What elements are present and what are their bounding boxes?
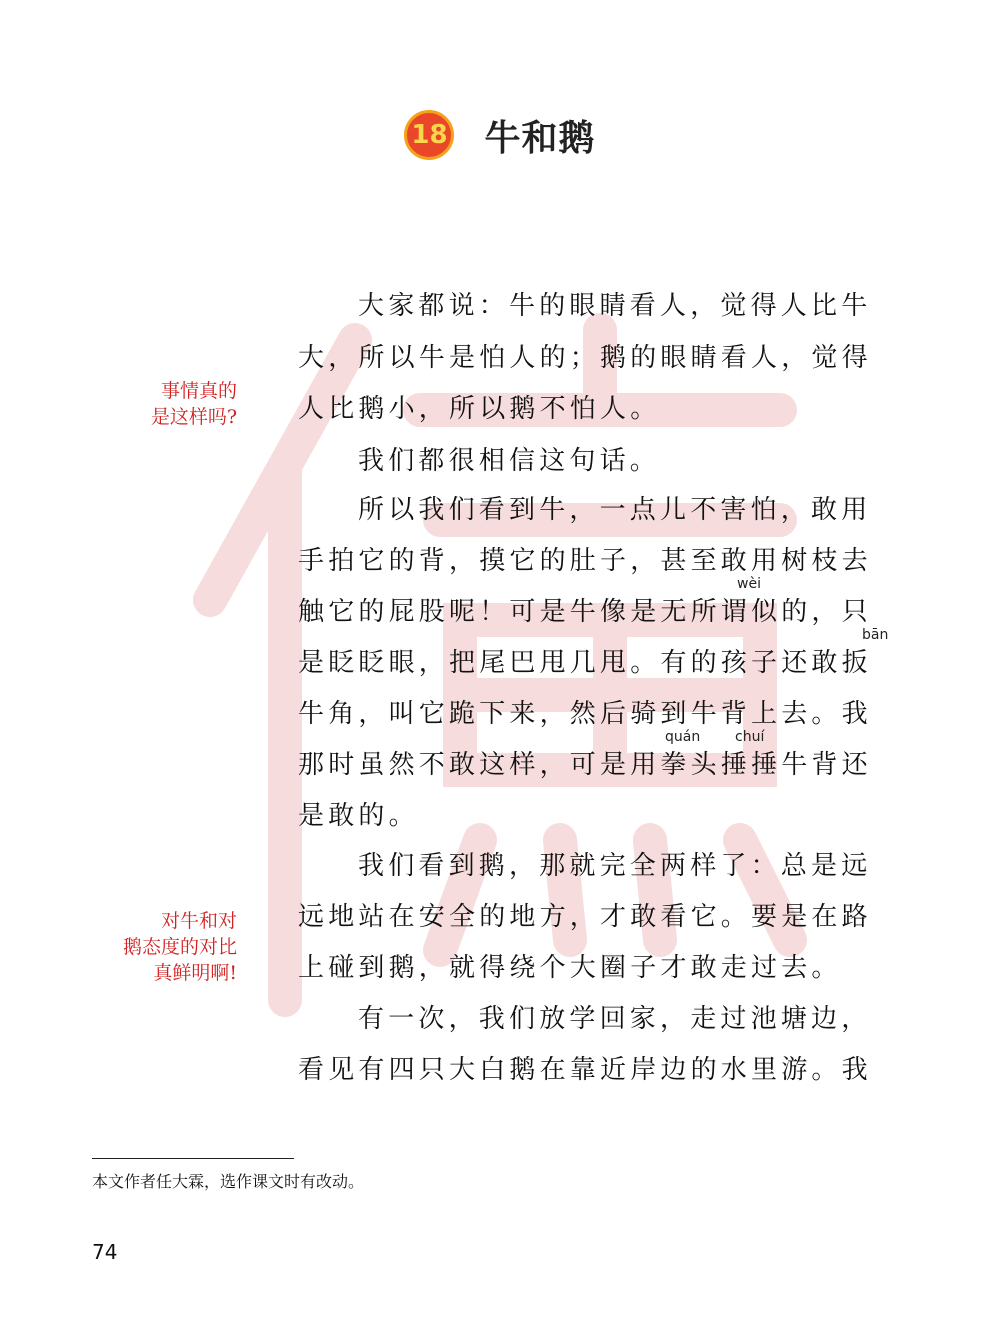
text-line: 看见有四只大白鹅在靠近岸边的水里游。我 [298,1055,872,1085]
pinyin-annotation: wèi [737,576,761,592]
lesson-title: 牛和鹅 [484,117,596,159]
text-line: 是眨眨眼，把尾巴甩几甩。有的孩子还敢扳 [298,648,872,678]
text-line: 人比鹅小，所以鹅不怕人。 [298,394,661,424]
page-number: 74 [92,1240,118,1264]
pinyin-annotation: quán [665,729,701,745]
text-line: 我们看到鹅，那就完全两样了：总是远 [358,851,872,881]
side-note-line: 鹅态度的对比 [122,936,237,958]
side-note-line: 事情真的 [160,380,237,402]
text-line: 有一次，我们放学回家，走过池塘边， [358,1004,872,1034]
footnote: 本文作者任大霖，选作课文时有改动。 [92,1172,365,1191]
text-line: 牛角，叫它跪下来，然后骑到牛背上去。我 [298,699,872,729]
footnote-divider [92,1158,294,1159]
side-note-line: 真鲜明啊! [153,962,237,984]
side-note-2 [92,908,237,986]
text-line: 手拍它的背，摸它的肚子，甚至敢用树枝去 [298,546,872,576]
side-note-line: 对牛和对 [160,910,237,932]
lesson-header [0,108,1000,162]
text-line: 上碰到鹅，就得绕个大圈子才敢走过去。 [298,953,842,983]
text-line: 是敢的。 [298,801,419,831]
text-line: 大家都说：牛的眼睛看人，觉得人比牛 [358,291,872,321]
text-line: 远地站在安全的地方，才敢看它。要是在路 [298,902,872,932]
lesson-number-badge: 18 [404,110,454,160]
text-line: 我们都很相信这句话。 [358,446,661,476]
side-note-line: 是这样吗? [150,406,237,428]
text-line: 那时虽然不敢这样，可是用拳头捶捶牛背还 [298,750,872,780]
text-line: 所以我们看到牛，一点儿不害怕，敢用 [358,495,872,525]
pinyin-annotation: chuí [735,729,765,745]
pinyin-annotation: bān [862,627,889,643]
text-line: 大，所以牛是怕人的；鹅的眼睛看人，觉得 [298,343,872,373]
side-note-1 [92,378,237,430]
text-line: 触它的屁股呢！可是牛像是无所谓似的，只 [298,597,872,627]
